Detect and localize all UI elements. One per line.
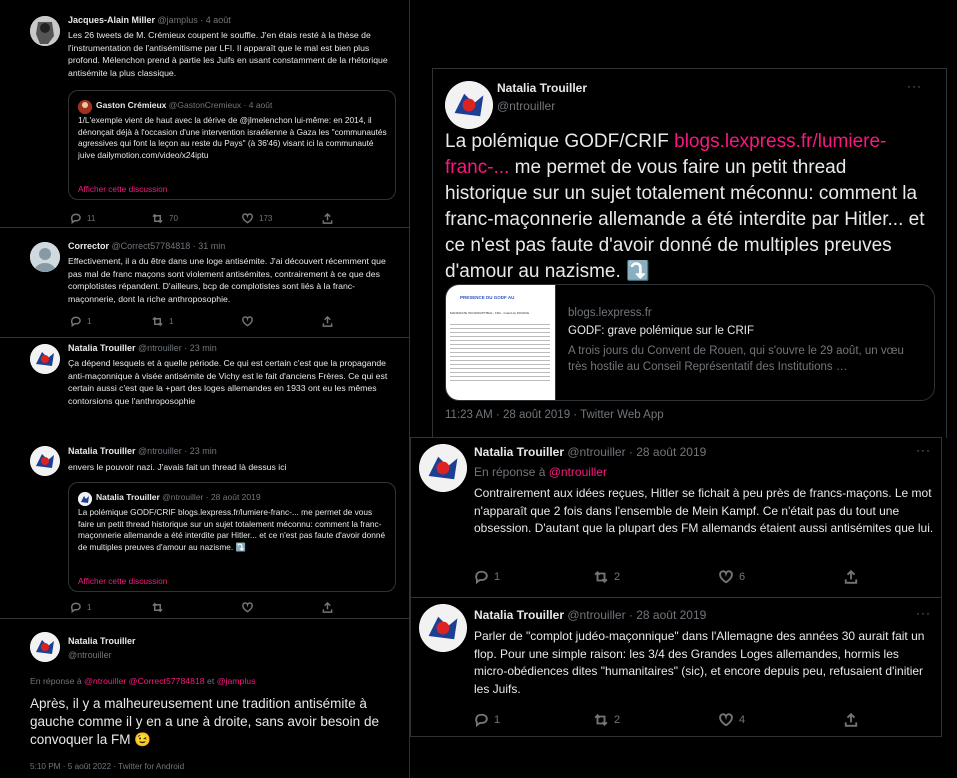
retweet-icon bbox=[594, 570, 608, 584]
tweet-text: Contrairement aux idées reçues, Hitler se fichait à peu près de francs-maçons. Le mot n'apparaît que 2 fois dans l'ensemble de Mein Kampf. Ce n'était pas du tout une obsession. D'autant que la plupart des FM allemands étaient aussi antisémites que lui. bbox=[474, 486, 934, 535]
reply-prefix: En réponse à bbox=[30, 676, 82, 686]
reply-icon bbox=[70, 602, 81, 613]
tweet-actions bbox=[70, 316, 333, 327]
author-handle[interactable]: @ntrouiller bbox=[567, 608, 626, 622]
tweet-text: Les 26 tweets de M. Crémieux coupent le souffle. J'en étais resté à la thèse de l'instrumentation de l'antisémitisme par LFI. Il apparaît que le mal est bien plus profond. Mélenchon prend à partie les Juifs en usant constamment de la rhétorique antisémite la plus classique. bbox=[68, 30, 388, 78]
tweet-jacques-alain-miller[interactable] bbox=[0, 0, 410, 228]
quote-header bbox=[96, 100, 272, 110]
like-button[interactable] bbox=[242, 316, 322, 327]
tweet-actions bbox=[474, 713, 858, 727]
like-count: 6 bbox=[739, 571, 746, 583]
like-button[interactable] bbox=[719, 570, 844, 584]
thumb-line: MANIFESTE INCORRUPTIBLE - FRA - Grand de FRANCE bbox=[450, 311, 530, 315]
reply-context bbox=[474, 465, 607, 479]
retweet-count: 1 bbox=[169, 317, 174, 326]
tweet-date[interactable]: · 31 min bbox=[192, 241, 226, 251]
reply-prefix: En réponse à bbox=[474, 465, 546, 479]
tweet-natalia-focused[interactable] bbox=[0, 619, 410, 778]
reply-to-link[interactable]: @ntrouiller bbox=[548, 465, 607, 479]
retweet-icon bbox=[152, 316, 163, 327]
tweet-meta: 11:23 AM · 28 août 2019 · Twitter Web App bbox=[445, 409, 664, 421]
avatar[interactable] bbox=[30, 242, 60, 272]
more-icon[interactable]: ··· bbox=[916, 443, 931, 457]
author-name[interactable]: Natalia Trouiller bbox=[474, 608, 565, 622]
share-icon bbox=[322, 316, 333, 327]
reply-icon bbox=[70, 213, 81, 224]
retweet-count: 2 bbox=[614, 714, 621, 726]
quoted-tweet[interactable] bbox=[68, 90, 396, 200]
avatar-logo bbox=[30, 446, 60, 476]
reply-tweet-1[interactable] bbox=[411, 438, 942, 598]
avatar-logo bbox=[445, 81, 493, 129]
author-name[interactable]: Natalia Trouiller bbox=[68, 343, 136, 353]
share-button[interactable] bbox=[844, 713, 858, 727]
tweet-link[interactable]: blogs.lexpress.fr/lumiere-franc-... bbox=[445, 131, 887, 178]
reply-count: 1 bbox=[87, 317, 92, 326]
quote-author-name: Gaston Crémieux bbox=[96, 100, 167, 110]
tweet-text: Après, il y a malheureusement une tradition antisémite à gauche comme il y en a une à droite, sans avoir besoin de convoquer la FM 😉 bbox=[30, 696, 379, 747]
retweet-icon bbox=[594, 713, 608, 727]
tweet-actions bbox=[474, 570, 858, 584]
reply-button[interactable] bbox=[70, 213, 152, 224]
author-block bbox=[497, 81, 587, 113]
retweet-button[interactable] bbox=[594, 570, 719, 584]
left-thread-pane bbox=[0, 0, 410, 778]
quote-author-handle: @GastonCremieux bbox=[168, 100, 242, 110]
thumb-text-lines bbox=[450, 321, 550, 381]
tweet-date[interactable]: · 28 août 2019 bbox=[628, 445, 707, 459]
tweet-header bbox=[68, 241, 225, 251]
reply-tweet-2[interactable] bbox=[411, 598, 942, 737]
reply-and: et bbox=[207, 676, 215, 686]
tweet-date[interactable]: · 28 août 2019 bbox=[628, 608, 707, 622]
more-icon[interactable]: ··· bbox=[907, 79, 922, 93]
reply-icon bbox=[474, 713, 488, 727]
author-name[interactable]: Corrector bbox=[68, 241, 110, 251]
tweet-date[interactable]: · 23 min bbox=[184, 446, 217, 456]
tweet-text-before: La polémique GODF/CRIF bbox=[445, 131, 675, 152]
author-handle[interactable]: @ntrouiller bbox=[567, 445, 626, 459]
tweet-header bbox=[68, 343, 217, 353]
author-name[interactable]: Natalia Trouiller bbox=[68, 636, 136, 646]
tweet-header bbox=[474, 608, 706, 622]
reply-count: 1 bbox=[87, 603, 92, 612]
avatar bbox=[78, 492, 92, 506]
tweet-text: envers le pouvoir nazi. J'avais fait un thread là dessus ici bbox=[68, 462, 287, 472]
avatar bbox=[78, 100, 92, 114]
retweet-icon bbox=[152, 602, 163, 613]
like-icon bbox=[719, 713, 733, 727]
avatar-logo bbox=[419, 604, 467, 652]
quote-text: La polémique GODF/CRIF blogs.lexpress.fr/lumiere-franc-... me permet de vous faire un petit thread historique sur un sujet totalement méconnu: comment la franc-maçonnerie allemande a été interdite par Hitler... et ce n'est pas faute d'avoir donné de multiples preuves d'amour au nazisme. ⤵️ bbox=[78, 507, 386, 552]
retweet-button[interactable] bbox=[152, 213, 242, 224]
avatar[interactable] bbox=[30, 16, 60, 46]
retweet-button[interactable] bbox=[594, 713, 719, 727]
tweet-text: Effectivement, il a du être dans une loge antisémite. J'ai découvert récemment que pas mal de franc maçons sont violement antisémites, contrairement à ce que des complotistes répandent. D'ailleurs, bcp de complotistes sont liés à la franc-maçonnerie, dont la riche anthroposophie. bbox=[68, 256, 386, 304]
reply-button[interactable] bbox=[70, 316, 152, 327]
like-button[interactable] bbox=[242, 602, 322, 613]
avatar-logo bbox=[30, 344, 60, 374]
reply-button[interactable] bbox=[474, 713, 594, 727]
like-button[interactable] bbox=[719, 713, 844, 727]
share-button[interactable] bbox=[322, 213, 333, 224]
link-card[interactable] bbox=[445, 284, 935, 401]
tweet-header bbox=[474, 445, 706, 459]
tweet-meta: 5:10 PM · 5 août 2022 · Twitter for Android bbox=[30, 762, 185, 771]
author-handle[interactable]: @ntrouiller bbox=[497, 99, 556, 113]
author-name[interactable]: Natalia Trouiller bbox=[68, 446, 136, 456]
reply-context bbox=[30, 676, 255, 686]
replies-pane bbox=[410, 437, 942, 737]
quote-author-name: Natalia Trouiller bbox=[96, 492, 160, 502]
reply-to-link-2[interactable]: @jamplus bbox=[216, 676, 256, 686]
tweet-date[interactable]: · 4 août bbox=[200, 15, 231, 25]
like-icon bbox=[242, 213, 253, 224]
quote-date: · 28 août 2019 bbox=[205, 492, 261, 502]
tweet-text: Parler de "complot judéo-maçonnique" dans l'Allemagne des années 30 aurait fait un flop. Pour une simple raison: les 3/4 des Grandes Loges allemandes, hormis les micro-obédiences dites "humanitaires" (sic), et encore depuis peu, refusaient d'initier les Juifs. bbox=[474, 629, 925, 696]
author-name[interactable]: Natalia Trouiller bbox=[497, 81, 588, 95]
like-count: 173 bbox=[259, 214, 273, 223]
author-name-block bbox=[68, 636, 136, 660]
share-button[interactable] bbox=[322, 602, 333, 613]
tweet-text bbox=[445, 129, 925, 285]
reply-count: 1 bbox=[494, 714, 501, 726]
avatar-logo bbox=[419, 444, 467, 492]
like-icon bbox=[242, 316, 253, 327]
author-handle[interactable]: @Correct57784818 bbox=[111, 241, 191, 251]
avatar[interactable] bbox=[445, 81, 493, 129]
share-icon bbox=[844, 713, 858, 727]
avatar[interactable] bbox=[30, 446, 60, 476]
reply-count: 1 bbox=[494, 571, 501, 583]
author-handle[interactable]: @ntrouiller bbox=[138, 446, 182, 456]
reply-to-link[interactable]: @ntrouiller @Correct57784818 bbox=[84, 676, 205, 686]
like-count: 4 bbox=[739, 714, 746, 726]
tweet-corrector[interactable] bbox=[0, 228, 410, 338]
retweet-count: 2 bbox=[614, 571, 621, 583]
reply-icon bbox=[70, 316, 81, 327]
quote-text: 1/L'exemple vient de haut avec la dérive de @jlmelenchon lui-même: en 2014, il dénonçait déjà à l'occasion d'une intervention israélienne à Gaza les "communautés agressives qui font la leçon au reste du Pays" (à 36'46) visant ici la communauté juive dailymotion.com/video/x24iptu bbox=[78, 115, 387, 160]
card-description: A trois jours du Convent de Rouen, qui s'ouvre le 29 août, un vœu très hostile au Conseil Représentatif des Institutions … bbox=[568, 345, 904, 373]
avatar-logo bbox=[30, 632, 60, 662]
retweet-icon bbox=[152, 213, 163, 224]
show-thread-link[interactable]: Afficher cette discussion bbox=[78, 184, 168, 194]
share-icon bbox=[844, 570, 858, 584]
show-thread-link[interactable]: Afficher cette discussion bbox=[78, 576, 168, 586]
thumb-title: PRESENCE DU GODF AU bbox=[460, 295, 515, 300]
tweet-header bbox=[68, 446, 217, 456]
share-icon bbox=[322, 602, 333, 613]
tweet-date[interactable]: · 23 min bbox=[184, 343, 217, 353]
more-icon[interactable]: ··· bbox=[916, 606, 931, 620]
main-tweet-pane bbox=[432, 68, 947, 438]
retweet-button[interactable] bbox=[152, 316, 242, 327]
tweet-natalia-1[interactable] bbox=[0, 338, 410, 434]
share-button[interactable] bbox=[322, 316, 333, 327]
quote-header bbox=[96, 492, 261, 502]
share-icon bbox=[322, 213, 333, 224]
reply-button[interactable] bbox=[474, 570, 594, 584]
tweet-text-after: me permet de vous faire un petit thread historique sur un sujet totalement méconnu: comment la franc-maçonnerie allemande a été interdite par Hitler... et ce n'est pas faute d'avoir donné de multiples preuves d'amour au nazisme. ⤵️ bbox=[445, 157, 925, 282]
retweet-count: 70 bbox=[169, 214, 178, 223]
avatar[interactable] bbox=[419, 444, 467, 492]
tweet-natalia-2[interactable] bbox=[0, 434, 410, 619]
author-handle[interactable]: @jamplus bbox=[157, 15, 198, 25]
avatar[interactable] bbox=[30, 344, 60, 374]
tweet-actions bbox=[70, 213, 333, 224]
tweet-text: Ça dépend lesquels et à quelle période. Ce qui est certain c'est que la propagande anti-maçonnique à visée antisémite de Vichy est le fait d'anciens Frères. Ce qui est certain aussi c'est que la +part des loges allemandes en 1933 ont eu les mêmes contorsions que l'anthroposophie bbox=[68, 358, 388, 406]
like-button[interactable] bbox=[242, 213, 322, 224]
card-domain: blogs.lexpress.fr bbox=[568, 307, 652, 319]
reply-icon bbox=[474, 570, 488, 584]
retweet-button[interactable] bbox=[152, 602, 242, 613]
author-handle[interactable]: @ntrouiller bbox=[68, 650, 112, 660]
avatar[interactable] bbox=[30, 632, 60, 662]
card-title: GODF: grave polémique sur le CRIF bbox=[568, 325, 754, 337]
tweet-actions bbox=[70, 602, 333, 613]
card-thumbnail bbox=[446, 285, 556, 401]
like-icon bbox=[242, 602, 253, 613]
tweet-header bbox=[68, 15, 231, 25]
like-icon bbox=[719, 570, 733, 584]
quote-author-handle: @ntrouiller bbox=[162, 492, 204, 502]
author-name[interactable]: Jacques-Alain Miller bbox=[68, 15, 156, 25]
share-button[interactable] bbox=[844, 570, 858, 584]
avatar[interactable] bbox=[419, 604, 467, 652]
reply-button[interactable] bbox=[70, 602, 152, 613]
author-handle[interactable]: @ntrouiller bbox=[138, 343, 182, 353]
reply-count: 11 bbox=[87, 214, 96, 223]
quote-date: · 4 août bbox=[243, 100, 273, 110]
author-name[interactable]: Natalia Trouiller bbox=[474, 445, 565, 459]
quoted-tweet[interactable] bbox=[68, 482, 396, 592]
